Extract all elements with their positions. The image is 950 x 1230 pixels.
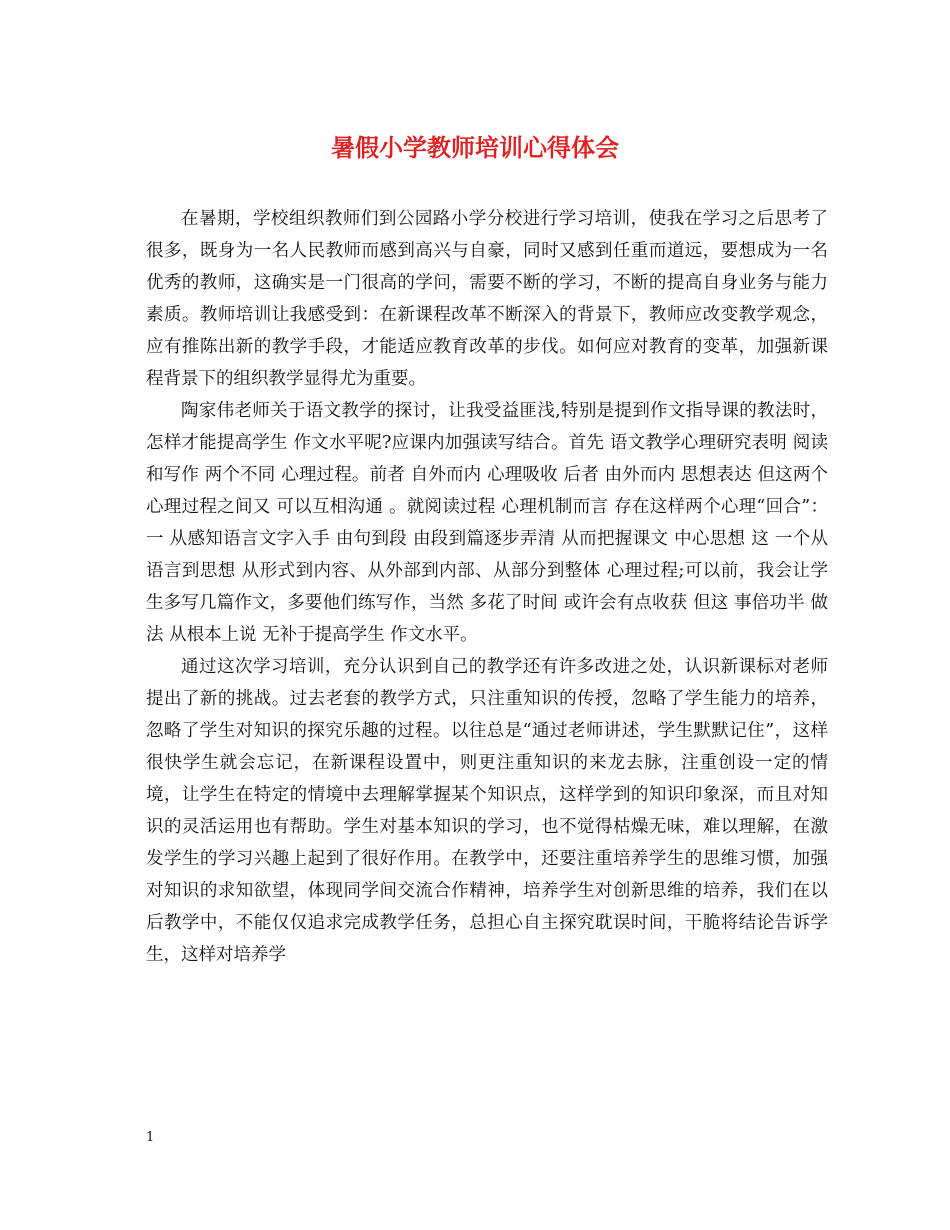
page-number: 1 bbox=[146, 1130, 155, 1145]
document-title: 暑假小学教师培训心得体会 bbox=[331, 133, 619, 162]
document-body bbox=[146, 203, 828, 971]
paragraph-2: 陶家伟老师关于语文教学的探讨，让我受益匪浅,特别是提到作文指导课的教法时，怎样才能提高学生 作文水平呢?应课内加强读写结合。首先 语文教学心理研究表明 阅读和写作 两个不同 心理过程。前者 自外而内 心理吸收 后者 由外而内 思想表达 但这两个心理过程之间又 可以互相沟通 。就阅读过程 心理机制而言 存在这样两个心理“回合”：一 从感知语言文字入手 由句到段 由段到篇逐步弄清 从而把握课文 中心思想 这 一个从语言到思想 从形式到内容、从外部到内部、从部分到整体 心理过程;可以前，我会让学生多写几篇作文，多要他们练写作，当然 多花了时间 或许会有点收获 但这 事倍功半 做法 从根本上说 无补于提高学生 作文水平。 bbox=[146, 401, 828, 645]
paragraph-3: 通过这次学习培训，充分认识到自己的教学还有许多改进之处，认识新课标对老师提出了新的挑战。过去老套的教学方式，只注重知识的传授，忽略了学生能力的培养，忽略了学生对知识的探究乐趣的过程。以往总是“通过老师讲述，学生默默记住”，这样很快学生就会忘记，在新课程设置中，则更注重知识的来龙去脉，注重创设一定的情境，让学生在特定的情境中去理解掌握某个知识点，这样学到的知识印象深，而且对知识的灵活运用也有帮助。学生对基本知识的学习，也不觉得枯燥无味，难以理解，在激发学生的学习兴趣上起到了很好作用。在教学中，还要注重培养学生的思维习惯，加强对知识的求知欲望，体现同学间交流合作精神，培养学生对创新思维的培养，我们在以后教学中，不能仅仅追求完成教学任务，总担心自主探究耽误时间，干脆将结论告诉学生，这样对培养学 bbox=[146, 657, 828, 965]
paragraph-1: 在暑期，学校组织教师们到公园路小学分校进行学习培训，使我在学习之后思考了很多，既身为一名人民教师而感到高兴与自豪，同时又感到任重而道远，要想成为一名优秀的教师，这确实是一门很高的学问，需要不断的学习，不断的提高自身业务与能力素质。教师培训让我感受到：在新课程改革不断深入的背景下，教师应改变教学观念，应有推陈出新的教学手段，才能适应教育改革的步伐。如何应对教育的变革，加强新课程背景下的组织教学显得尤为重要。 bbox=[146, 209, 828, 389]
